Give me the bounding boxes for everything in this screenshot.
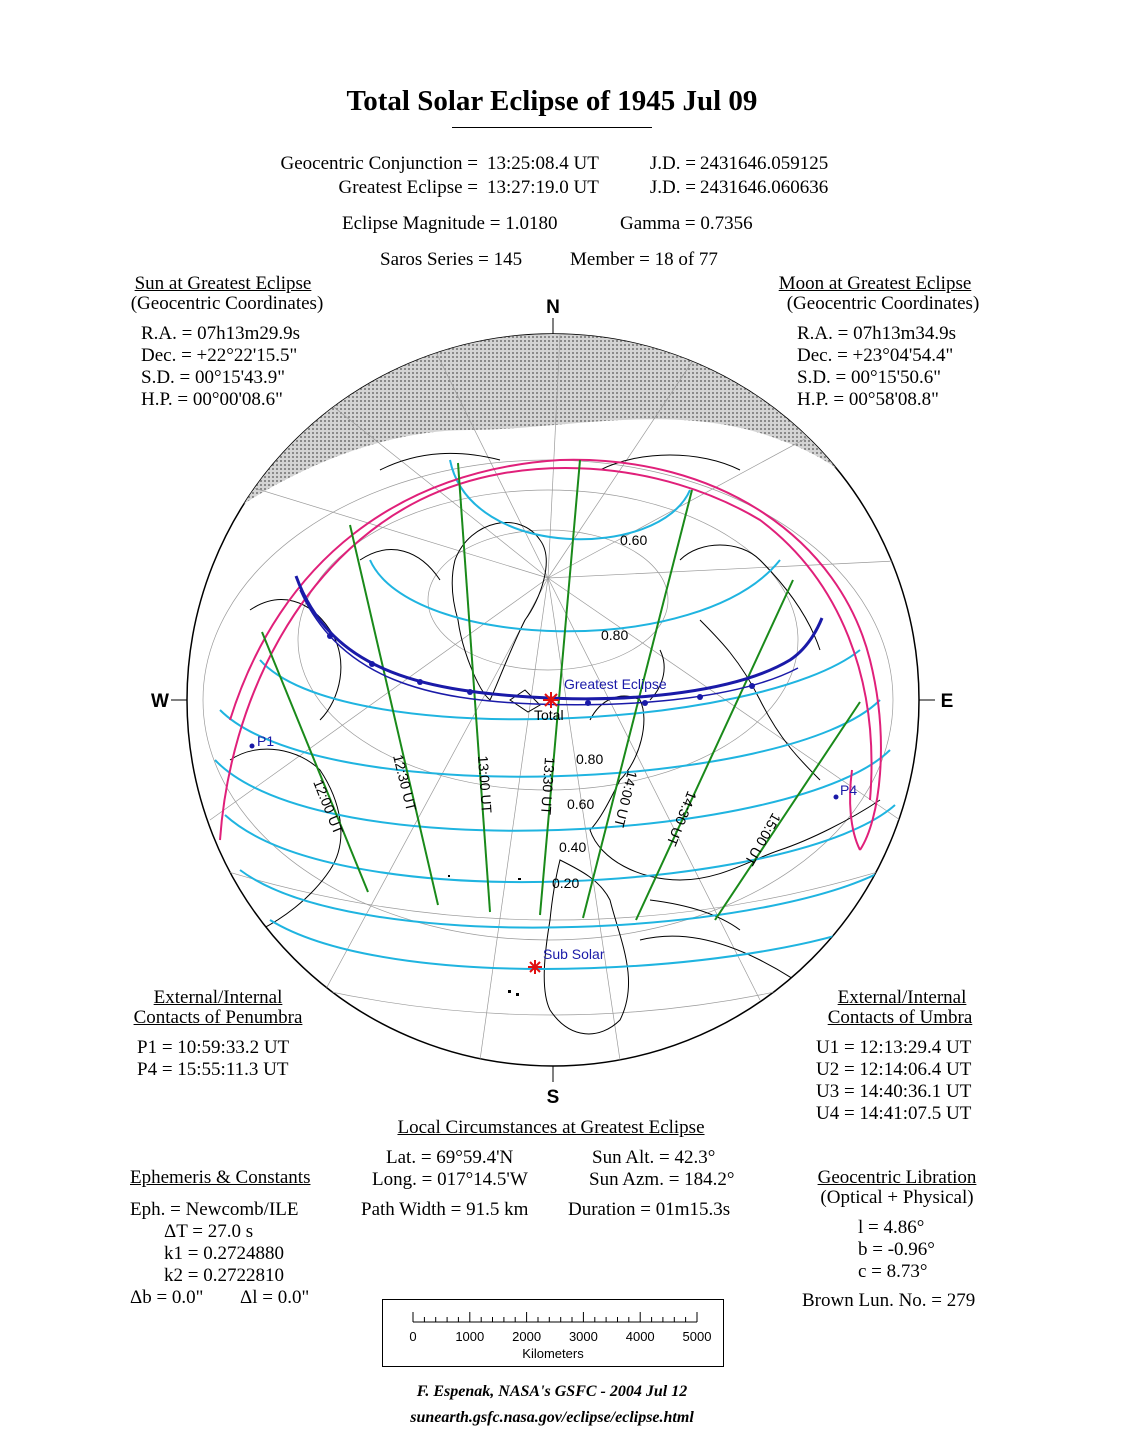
time-label-1500: 15:00 UT (741, 810, 785, 869)
magnitude-label-060: 0.60 (567, 796, 595, 812)
time-label-1430: 14:30 UT (663, 788, 701, 849)
greatest-eclipse-time: 13:27:19.0 UT (487, 177, 599, 198)
moon-sd: S.D. = 00°15'50.6" (797, 367, 942, 388)
time-label-1200: 12:00 UT (310, 777, 347, 837)
magnitude-label-020: 0.20 (552, 875, 580, 891)
umbra-heading-2: Contacts of Umbra (827, 1007, 973, 1028)
p4-point (834, 795, 839, 800)
scale-box (382, 1299, 724, 1367)
ephemeris-delta-b: Δb = 0.0" (130, 1287, 204, 1308)
libration-b: b = -0.96° (858, 1239, 935, 1260)
sun-subheading: (Geocentric Coordinates) (130, 293, 324, 314)
conjunction-jd-label: J.D. = (649, 153, 696, 174)
moon-dec: Dec. = +23°04'54.4" (797, 345, 954, 366)
moon-heading: Moon at Greatest Eclipse (778, 273, 972, 294)
ephemeris-k1: k1 = 0.2724880 (164, 1243, 284, 1264)
west-label: W (151, 691, 169, 712)
greatest-eclipse-label: Greatest Eclipse (564, 676, 667, 692)
saros-series: Saros Series = 145 (380, 249, 523, 270)
greatest-eclipse-marker (543, 692, 559, 708)
local-heading: Local Circumstances at Greatest Eclipse (397, 1117, 705, 1138)
penumbra-heading-1: External/Internal (153, 987, 283, 1008)
sun-sd: S.D. = 00°15'43.9" (141, 367, 286, 388)
moon-subheading: (Geocentric Coordinates) (786, 293, 980, 314)
south-label: S (546, 1087, 560, 1108)
magnitude-label-060-top: 0.60 (620, 532, 648, 548)
local-path-width: Path Width = 91.5 km (361, 1199, 529, 1220)
sun-heading: Sun at Greatest Eclipse (134, 273, 312, 294)
sun-ra: R.A. = 07h13m29.9s (141, 323, 301, 344)
scale-tick-1000: 1000 (455, 1329, 485, 1344)
p1-point (250, 744, 255, 749)
local-latitude: Lat. = 69°59.4'N (386, 1147, 514, 1168)
libration-c: c = 8.73° (858, 1261, 928, 1282)
page-title: Total Solar Eclipse of 1945 Jul 09 (346, 85, 758, 117)
local-duration: Duration = 01m15.3s (568, 1199, 731, 1220)
scale-tick-3000: 3000 (568, 1329, 598, 1344)
conjunction-time: 13:25:08.4 UT (487, 153, 599, 174)
penumbra-p1: P1 = 10:59:33.2 UT (137, 1037, 290, 1058)
greatest-eclipse-jd: 2431646.060636 (700, 177, 829, 198)
greatest-eclipse-jd-label: J.D. = (649, 177, 696, 198)
sub-solar-label: Sub Solar (543, 946, 605, 962)
p4-label: P4 (840, 782, 858, 798)
ephemeris-eph: Eph. = Newcomb/ILE (130, 1199, 299, 1220)
sub-solar-marker (528, 960, 542, 974)
scale-bar (383, 1300, 723, 1366)
time-label-1400: 14:00 UT (611, 769, 641, 830)
penumbra-heading-2: Contacts of Penumbra (133, 1007, 303, 1028)
conjunction-label: Geocentric Conjunction = (280, 153, 478, 174)
total-label: Total (534, 707, 564, 723)
scale-tick-2000: 2000 (512, 1329, 542, 1344)
saros-member: Member = 18 of 77 (570, 249, 718, 270)
sun-hp: H.P. = 00°00'08.6" (141, 389, 283, 410)
local-sun-azimuth: Sun Azm. = 184.2° (589, 1169, 735, 1190)
scale-tick-0: 0 (409, 1329, 417, 1344)
time-label-1330: 13:30 UT (537, 756, 558, 816)
time-label-1300: 13:00 UT (475, 755, 495, 814)
scale-tick-4000: 4000 (625, 1329, 655, 1344)
local-sun-altitude: Sun Alt. = 42.3° (592, 1147, 716, 1168)
ephemeris-delta-t: ΔT = 27.0 s (164, 1221, 254, 1242)
umbra-u2: U2 = 12:14:06.4 UT (816, 1059, 972, 1080)
magnitude-label-040: 0.40 (559, 839, 587, 855)
brown-lunation-number: Brown Lun. No. = 279 (802, 1290, 976, 1311)
east-label: E (940, 691, 954, 712)
ephemeris-k2: k2 = 0.2722810 (164, 1265, 284, 1286)
p1-label: P1 (257, 733, 275, 749)
credit-url: sunearth.gsfc.nasa.gov/eclipse/eclipse.html (410, 1409, 694, 1426)
local-longitude: Long. = 017°14.5'W (372, 1169, 528, 1190)
time-label-1230: 12:30 UT (390, 752, 420, 813)
eclipse-magnitude: Eclipse Magnitude = 1.0180 (342, 213, 558, 234)
umbra-u3: U3 = 14:40:36.1 UT (816, 1081, 972, 1102)
libration-subheading: (Optical + Physical) (820, 1187, 974, 1208)
scale-tick-5000: 5000 (682, 1329, 712, 1344)
magnitude-label-080-top: 0.80 (601, 627, 629, 643)
umbra-heading-1: External/Internal (837, 987, 967, 1008)
moon-ra: R.A. = 07h13m34.9s (797, 323, 957, 344)
libration-heading: Geocentric Libration (817, 1167, 977, 1188)
libration-l: l = 4.86° (858, 1217, 925, 1238)
greatest-eclipse-label: Greatest Eclipse = (338, 177, 478, 198)
moon-hp: H.P. = 00°58'08.8" (797, 389, 939, 410)
ephemeris-delta-l: Δl = 0.0" (240, 1287, 310, 1308)
magnitude-label-080: 0.80 (576, 751, 604, 767)
gamma: Gamma = 0.7356 (620, 213, 753, 234)
penumbra-p4: P4 = 15:55:11.3 UT (137, 1059, 289, 1080)
credit-author: F. Espenak, NASA's GSFC - 2004 Jul 12 (416, 1383, 688, 1400)
conjunction-jd: 2431646.059125 (700, 153, 829, 174)
umbra-u4: U4 = 14:41:07.5 UT (816, 1103, 972, 1124)
scale-unit-label: Kilometers (522, 1346, 584, 1361)
sun-dec: Dec. = +22°22'15.5" (141, 345, 298, 366)
umbra-u1: U1 = 12:13:29.4 UT (816, 1037, 972, 1058)
ephemeris-heading: Ephemeris & Constants (130, 1167, 311, 1188)
north-label: N (546, 297, 560, 318)
